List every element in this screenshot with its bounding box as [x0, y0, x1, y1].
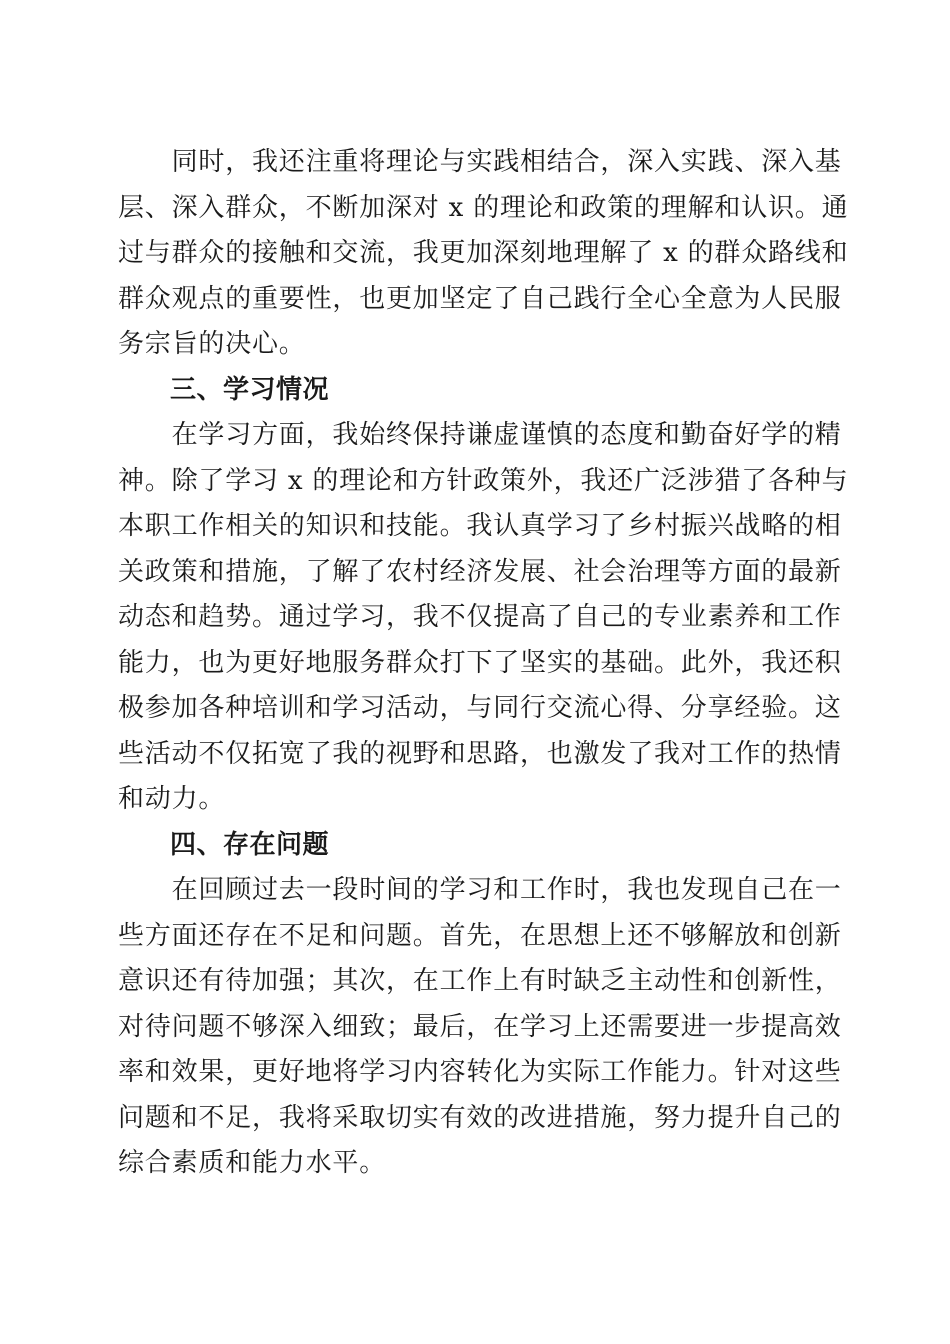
paragraph-line: 问题和不足，我将采取切实有效的改进措施，努力提升自己的	[118, 1102, 842, 1133]
section-heading-problems	[118, 823, 830, 869]
paragraph-line: 些方面还存在不足和问题。首先，在思想上还不够解放和创新	[118, 920, 842, 951]
paragraph-study	[118, 413, 849, 823]
paragraph-practice	[118, 140, 849, 368]
paragraph-line: 本职工作相关的知识和技能。我认真学习了乡村振兴战略的相	[118, 511, 842, 541]
paragraph-line: 在学习方面，我始终保持谦虚谨慎的态度和勤奋好学的精	[118, 420, 842, 450]
paragraph-line: 能力，也为更好地服务群众打下了坚实的基础。此外，我还积	[118, 647, 842, 678]
section-heading-text: 四、存在问题	[170, 829, 330, 860]
paragraph-line: 率和效果，更好地将学习内容转化为实际工作能力。针对这些	[118, 1057, 842, 1087]
paragraph-problems	[118, 868, 842, 1187]
paragraph-line: 和动力。	[118, 784, 226, 814]
paragraph-line: 在回顾过去一段时间的学习和工作时，我也发现自己在一	[118, 875, 842, 905]
paragraph-line: 群众观点的重要性，也更加坚定了自己践行全心全意为人民服	[118, 283, 842, 314]
paragraph-line: 对待问题不够深入细致；最后，在学习上还需要进一步提高效	[118, 1011, 842, 1042]
paragraph-line: 些活动不仅拓宽了我的视野和思路，也激发了我对工作的热情	[118, 738, 842, 769]
paragraph-line: 综合素质和能力水平。	[118, 1148, 387, 1178]
paragraph-line: 同时，我还注重将理论与实践相结合，深入实践、深入基	[118, 147, 842, 177]
document-body	[118, 140, 849, 1187]
section-heading-study	[118, 368, 830, 414]
paragraph-line: 动态和趋势。通过学习，我不仅提高了自己的专业素养和工作	[118, 602, 842, 632]
paragraph-line: 层、深入群众，不断加深对 x 的理论和政策的理解和认识。通	[118, 192, 849, 223]
paragraph-line: 极参加各种培训和学习活动，与同行交流心得、分享经验。这	[118, 693, 842, 723]
paragraph-line: 意识还有待加强；其次，在工作上有时缺乏主动性和创新性，	[118, 966, 842, 996]
paragraph-line: 过与群众的接触和交流，我更加深刻地理解了 x 的群众路线和	[118, 238, 849, 268]
section-heading-text: 三、学习情况	[170, 374, 330, 405]
paragraph-line: 务宗旨的决心。	[118, 329, 306, 359]
paragraph-line: 关政策和措施，了解了农村经济发展、社会治理等方面的最新	[118, 556, 842, 587]
paragraph-line: 神。除了学习 x 的理论和方针政策外，我还广泛涉猎了各种与	[118, 465, 849, 496]
